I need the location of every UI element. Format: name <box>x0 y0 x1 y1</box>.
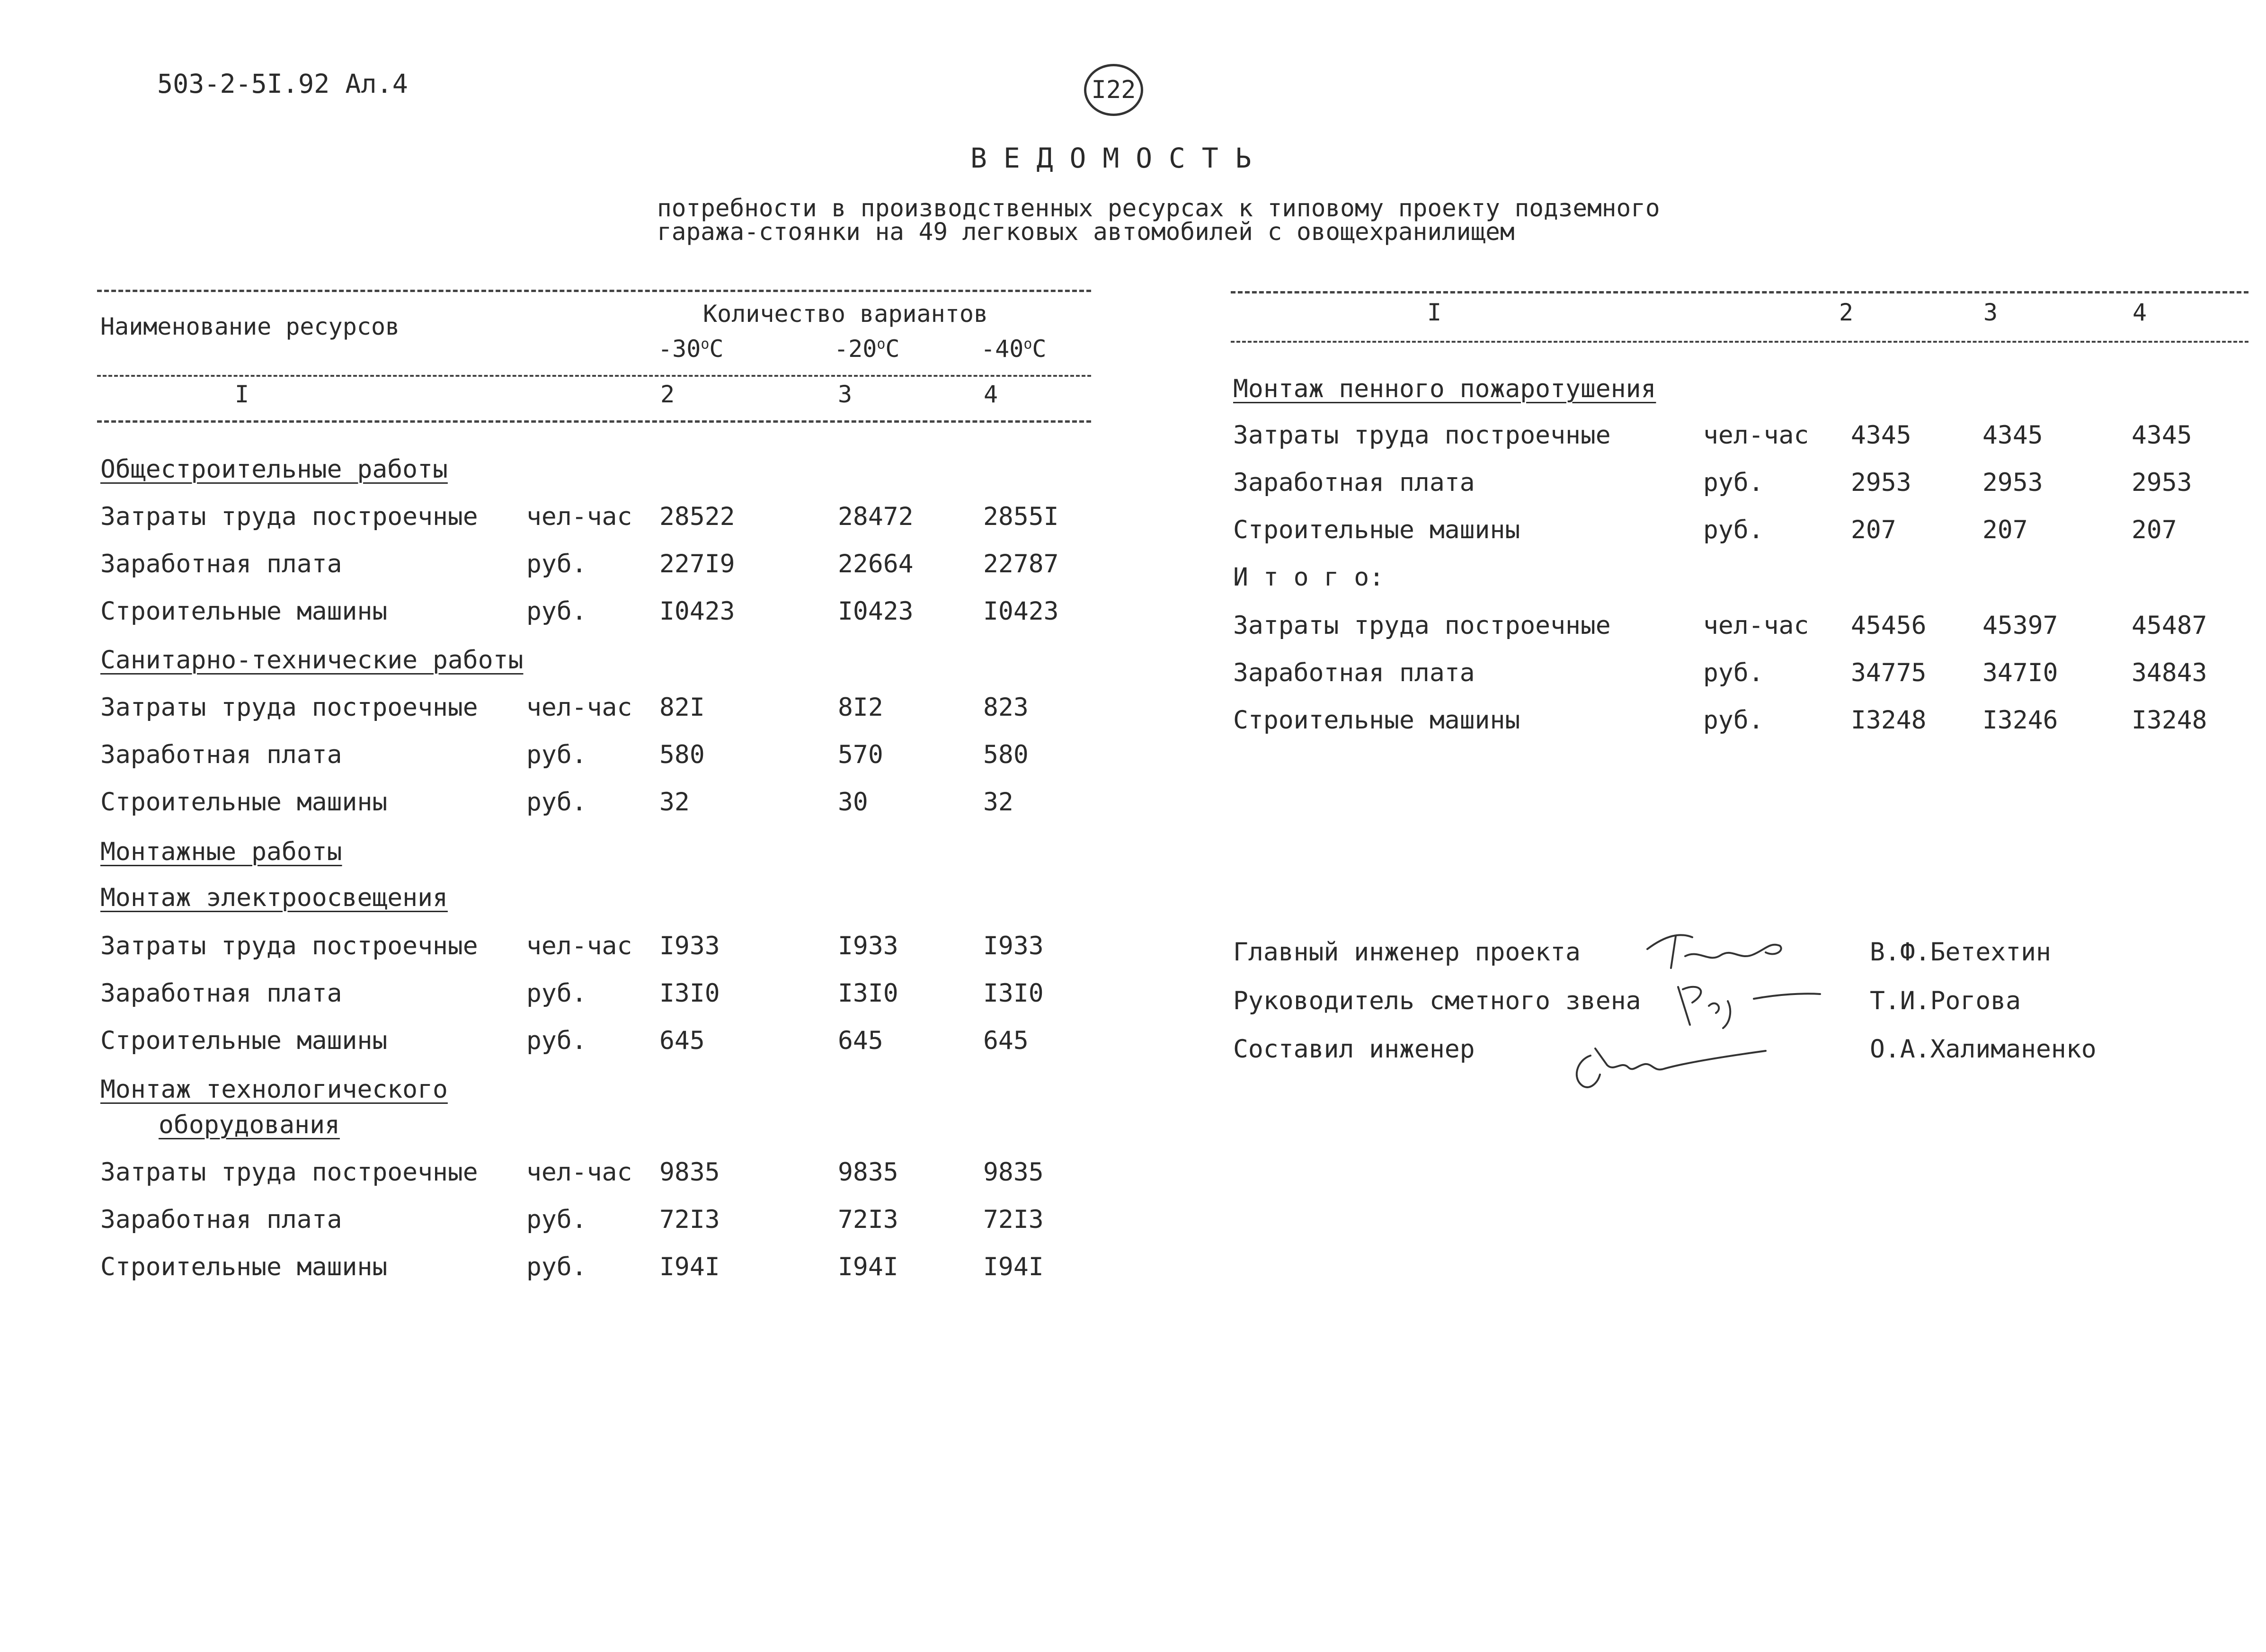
subtitle-line-2: гаража-стоянки на 49 легковых автомобилей с овощехранилищем <box>657 218 1515 246</box>
row-label-wage: Заработная плата <box>1233 468 1475 497</box>
total-machines-v1: I3248 <box>1851 706 1927 735</box>
general-wage-v3: 22787 <box>983 550 1059 578</box>
electric-wage-v1: I3I0 <box>659 979 720 1008</box>
row-label-labor: Затраты труда построечные <box>100 693 478 722</box>
table-rule <box>97 420 1091 423</box>
sanitary-labor-v1: 82I <box>659 693 705 722</box>
total-wage-v1: 34775 <box>1851 658 1927 687</box>
general-labor-v1: 28522 <box>659 502 735 531</box>
unit-labor: чел-час <box>1703 421 1809 450</box>
total-machines-v2: I3246 <box>1982 706 2058 735</box>
unit-rub: руб. <box>526 1026 587 1055</box>
electric-wage-v3: I3I0 <box>983 979 1044 1008</box>
unit-rub: руб. <box>526 788 587 817</box>
unit-rub: руб. <box>526 1205 587 1234</box>
sanitary-machines-v3: 32 <box>983 788 1013 817</box>
row-label-machines: Строительные машины <box>1233 515 1520 544</box>
unit-rub: руб. <box>526 597 587 626</box>
row-label-labor: Затраты труда построечные <box>100 502 478 531</box>
tech-wage-v2: 72I3 <box>838 1205 898 1234</box>
column-number-3: 3 <box>1983 299 1998 326</box>
signature-role-estimate-lead: Руководитель сметного звена <box>1233 986 1641 1015</box>
foam-machines-v1: 207 <box>1851 515 1896 544</box>
tech-labor-v2: 9835 <box>838 1158 898 1187</box>
general-labor-v3: 2855I <box>983 502 1059 531</box>
row-label-wage: Заработная плата <box>100 550 342 578</box>
variant-header-1: -30$^o$C <box>658 335 724 363</box>
total-labor-v3: 45487 <box>2132 611 2207 640</box>
foam-wage-v1: 2953 <box>1851 468 1911 497</box>
variant-header-2: -20$^o$C <box>834 335 900 363</box>
table-rule <box>1231 291 2248 293</box>
section-title-total: И т о г о: <box>1233 563 1385 592</box>
foam-labor-v3: 4345 <box>2132 421 2192 450</box>
signature-role-chief-engineer: Главный инженер проекта <box>1233 938 1581 967</box>
unit-labor: чел-час <box>1703 611 1809 640</box>
foam-wage-v3: 2953 <box>2132 468 2192 497</box>
electric-wage-v2: I3I0 <box>838 979 898 1008</box>
unit-rub: руб. <box>1703 515 1764 544</box>
electric-machines-v3: 645 <box>983 1026 1029 1055</box>
column-number-1: I <box>1427 299 1442 326</box>
column-number-2: 2 <box>660 381 675 408</box>
row-label-machines: Строительные машины <box>100 1026 388 1055</box>
section-title-mounting: Монтажные работы <box>100 837 342 866</box>
unit-rub: руб. <box>1703 658 1764 687</box>
handwritten-signature-3 <box>1562 1027 1770 1098</box>
sanitary-wage-v3: 580 <box>983 740 1029 769</box>
page-number-stamp <box>1084 64 1143 116</box>
row-label-labor: Затраты труда построечные <box>100 932 478 960</box>
tech-machines-v2: I94I <box>838 1252 898 1281</box>
unit-rub: руб. <box>526 550 587 578</box>
row-label-machines: Строительные машины <box>1233 706 1520 735</box>
column-number-3: 3 <box>838 381 853 408</box>
variant-header-3: -40$^o$C <box>981 335 1047 363</box>
signature-role-engineer: Составил инженер <box>1233 1035 1475 1064</box>
row-label-labor: Затраты труда построечные <box>100 1158 478 1187</box>
tech-labor-v1: 9835 <box>659 1158 720 1187</box>
electric-labor-v3: I933 <box>983 932 1044 960</box>
tech-wage-v3: 72I3 <box>983 1205 1044 1234</box>
section-title-tech-line-2: оборудования <box>159 1110 340 1139</box>
column-header-quantity: Количество вариантов <box>703 300 988 328</box>
row-label-machines: Строительные машины <box>100 788 388 817</box>
unit-rub: руб. <box>1703 706 1764 735</box>
column-header-name: Наименование ресурсов <box>100 313 400 340</box>
general-wage-v1: 227I9 <box>659 550 735 578</box>
total-machines-v3: I3248 <box>2132 706 2207 735</box>
signature-name-chief-engineer: В.Ф.Бетехтин <box>1870 938 2051 967</box>
signature-name-engineer: О.А.Халиманенко <box>1870 1035 2097 1064</box>
general-labor-v2: 28472 <box>838 502 914 531</box>
tech-machines-v3: I94I <box>983 1252 1044 1281</box>
column-number-1: I <box>235 381 249 408</box>
page-number: I22 <box>1091 76 1136 104</box>
general-machines-v1: I0423 <box>659 597 735 626</box>
unit-labor: чел-час <box>526 502 632 531</box>
section-title-sanitary: Санитарно-технические работы <box>100 646 524 675</box>
foam-labor-v1: 4345 <box>1851 421 1911 450</box>
document-code: 503-2-5I.92 Ал.4 <box>157 69 408 99</box>
sanitary-labor-v3: 823 <box>983 693 1029 722</box>
foam-labor-v2: 4345 <box>1982 421 2043 450</box>
tech-wage-v1: 72I3 <box>659 1205 720 1234</box>
row-label-wage: Заработная плата <box>100 1205 342 1234</box>
tech-machines-v1: I94I <box>659 1252 720 1281</box>
row-label-wage: Заработная плата <box>1233 658 1475 687</box>
row-label-machines: Строительные машины <box>100 1252 388 1281</box>
section-title-electric: Монтаж электроосвещения <box>100 883 448 912</box>
table-rule <box>1231 341 2248 343</box>
total-wage-v2: 347I0 <box>1982 658 2058 687</box>
handwritten-signature-1 <box>1638 923 1794 975</box>
section-title-foam: Монтаж пенного пожаротушения <box>1233 374 1656 403</box>
tech-labor-v3: 9835 <box>983 1158 1044 1187</box>
row-label-wage: Заработная плата <box>100 979 342 1008</box>
unit-rub: руб. <box>526 979 587 1008</box>
unit-labor: чел-час <box>526 693 632 722</box>
electric-labor-v2: I933 <box>838 932 898 960</box>
column-number-4: 4 <box>2133 299 2147 326</box>
sanitary-machines-v2: 30 <box>838 788 868 817</box>
unit-labor: чел-час <box>526 932 632 960</box>
unit-rub: руб. <box>1703 468 1764 497</box>
unit-rub: руб. <box>526 740 587 769</box>
signature-name-estimate-lead: Т.И.Рогова <box>1870 986 2021 1015</box>
general-wage-v2: 22664 <box>838 550 914 578</box>
handwritten-signature-2 <box>1671 975 1827 1032</box>
column-number-4: 4 <box>984 381 998 408</box>
electric-machines-v2: 645 <box>838 1026 883 1055</box>
sanitary-labor-v2: 8I2 <box>838 693 883 722</box>
foam-machines-v3: 207 <box>2132 515 2177 544</box>
total-wage-v3: 34843 <box>2132 658 2207 687</box>
subtitle-line-1: потребности в производственных ресурсах к типовому проекту подземного <box>657 195 1660 222</box>
total-labor-v2: 45397 <box>1982 611 2058 640</box>
section-title-tech-line-1: Монтаж технологического <box>100 1075 448 1104</box>
sanitary-wage-v1: 580 <box>659 740 705 769</box>
unit-labor: чел-час <box>526 1158 632 1187</box>
sanitary-machines-v1: 32 <box>659 788 690 817</box>
foam-wage-v2: 2953 <box>1982 468 2043 497</box>
row-label-labor: Затраты труда построечные <box>1233 421 1611 450</box>
foam-machines-v2: 207 <box>1982 515 2028 544</box>
column-number-2: 2 <box>1839 299 1854 326</box>
document-title: В Е Д О М О С Т Ь <box>970 142 1252 174</box>
sanitary-wage-v2: 570 <box>838 740 883 769</box>
general-machines-v2: I0423 <box>838 597 914 626</box>
table-rule <box>97 290 1091 292</box>
row-label-machines: Строительные машины <box>100 597 388 626</box>
unit-rub: руб. <box>526 1252 587 1281</box>
section-title-general: Общестроительные работы <box>100 455 448 484</box>
row-label-wage: Заработная плата <box>100 740 342 769</box>
general-machines-v3: I0423 <box>983 597 1059 626</box>
total-labor-v1: 45456 <box>1851 611 1927 640</box>
electric-labor-v1: I933 <box>659 932 720 960</box>
table-rule <box>97 375 1091 377</box>
row-label-labor: Затраты труда построечные <box>1233 611 1611 640</box>
electric-machines-v1: 645 <box>659 1026 705 1055</box>
